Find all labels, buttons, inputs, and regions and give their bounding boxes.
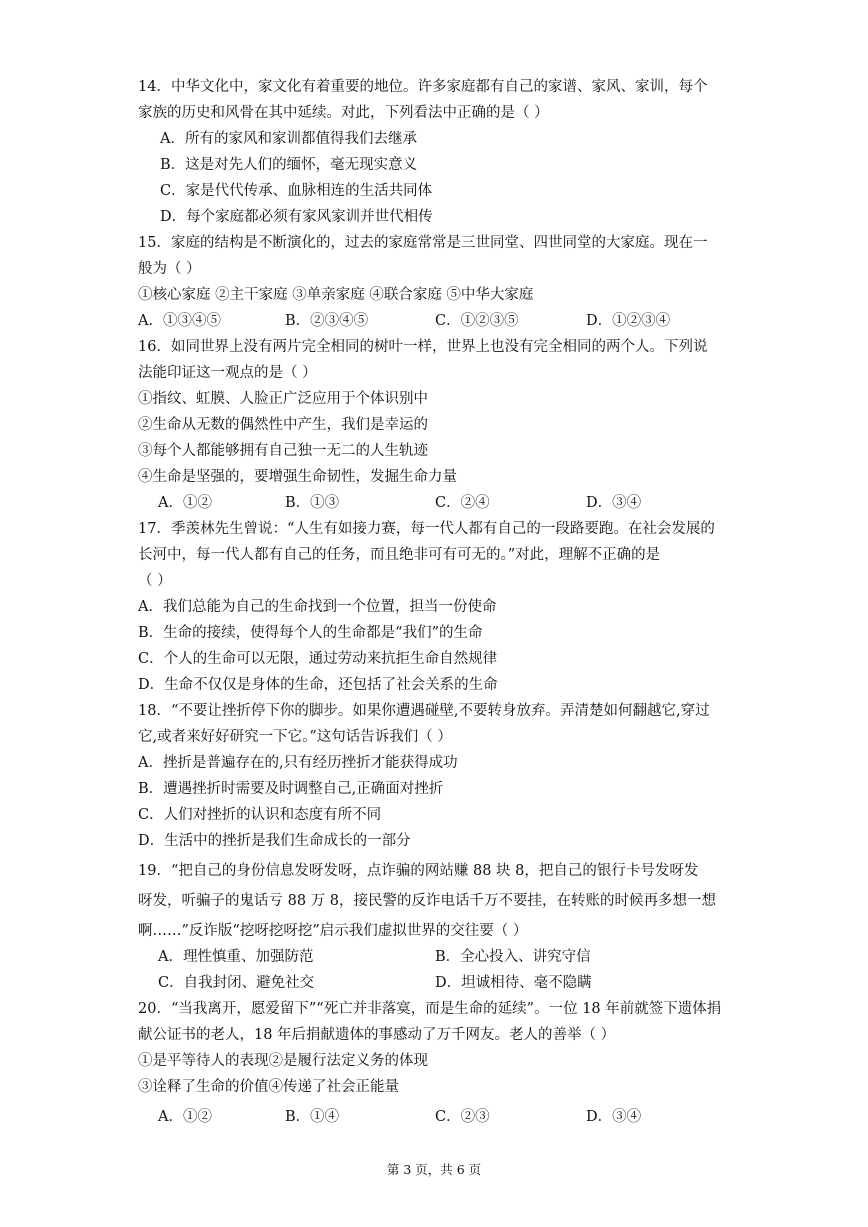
q20-option-d: D．③④ xyxy=(586,1109,642,1125)
q16-option-d: D．③④ xyxy=(586,495,642,511)
q19-option-c: C．自我封闭、避免社交 xyxy=(158,975,315,991)
q16-stem-line-2: 法能印证这一观点的是（ ） xyxy=(138,365,317,381)
q14-option-c: C．家是代代传承、血脉相连的生活共同体 xyxy=(160,183,433,199)
q18-option-b: B．遭遇挫折时需要及时调整自己,正确面对挫折 xyxy=(138,781,444,797)
q19-options-row-1 xyxy=(138,947,738,967)
q20-option-a: A．①② xyxy=(158,1109,212,1125)
q15-option-d: D．①②③④ xyxy=(586,313,671,329)
q19-stem-line-1: 19．“把自己的身份信息发呀发呀，点诈骗的网站赚 88 块 8，把自己的银行卡号发呀发 xyxy=(138,863,699,879)
q17-stem-line-2: 长河中，每一代人都有自己的任务，而且绝非可有可无的。”对此，理解不正确的是 xyxy=(138,547,661,563)
page-number-footer: 第 3 页，共 6 页 xyxy=(386,1162,482,1177)
q15-option-c: C．①②③⑤ xyxy=(435,313,519,329)
q14-option-a: A．所有的家风和家训都值得我们去继承 xyxy=(160,131,417,147)
q19-option-d: D．坦诚相待、毫不隐瞒 xyxy=(435,975,592,991)
q19-option-a: A．理性慎重、加强防范 xyxy=(158,949,314,965)
q19-stem-line-3: 啊……”反诈版“挖呀挖呀挖”启示我们虚拟世界的交往要（ ） xyxy=(138,923,528,939)
q17-option-c: C．个人的生命可以无限，通过劳动来抗拒生命自然规律 xyxy=(138,651,498,667)
q17-option-d: D．生命不仅仅是身体的生命，还包括了社会关系的生命 xyxy=(138,677,498,693)
q15-stem-line-1: 15．家庭的结构是不断演化的，过去的家庭常常是三世同堂、四世同堂的大家庭。现在一 xyxy=(138,235,708,251)
q20-option-c: C．②③ xyxy=(435,1109,490,1125)
q18-option-a: A．挫折是普遍存在的,只有经历挫折才能获得成功 xyxy=(138,755,458,771)
q16-statement-2: ②生命从无数的偶然性中产生，我们是幸运的 xyxy=(138,417,428,433)
q17-option-a: A．我们总能为自己的生命找到一个位置，担当一份使命 xyxy=(138,599,497,615)
q20-statement-1-2: ①是平等待人的表现②是履行法定义务的体现 xyxy=(138,1053,428,1069)
q18-option-c: C．人们对挫折的认识和态度有所不同 xyxy=(138,807,382,823)
q16-option-a: A．①② xyxy=(158,495,212,511)
q20-statement-3-4: ③诠释了生命的价值④传递了社会正能量 xyxy=(138,1079,399,1095)
q16-statement-3: ③每个人都能够拥有自己独一无二的人生轨迹 xyxy=(138,443,428,459)
q18-stem-line-1: 18．“不要让挫折停下你的脚步。如果你遭遇碰壁,不要转身放弃。弄清楚如何翻越它,穿过 xyxy=(138,703,710,719)
q15-statements: ①核心家庭 ②主干家庭 ③单亲家庭 ④联合家庭 ⑤中华大家庭 xyxy=(138,287,534,303)
q16-options-row xyxy=(138,493,738,513)
q16-statement-4: ④生命是坚强的，要增强生命韧性，发掘生命力量 xyxy=(138,469,457,485)
q20-option-b: B．①④ xyxy=(285,1109,340,1125)
q20-stem-line-2: 献公证书的老人，18 年后捐献遗体的事感动了万千网友。老人的善举（ ） xyxy=(138,1027,616,1043)
q16-stem-line-1: 16．如同世界上没有两片完全相同的树叶一样，世界上也没有完全相同的两个人。下列说 xyxy=(138,339,708,355)
q16-option-c: C．②④ xyxy=(435,495,490,511)
q17-stem-line-3: （ ） xyxy=(138,573,172,589)
q15-option-b: B．②③④⑤ xyxy=(285,313,369,329)
q19-options-row-2 xyxy=(138,973,738,993)
q20-options-row xyxy=(138,1107,738,1127)
q15-stem-line-2: 般为（ ） xyxy=(138,261,201,277)
q16-option-b: B．①③ xyxy=(285,495,340,511)
q19-stem-line-2: 呀发，听骗子的鬼话亏 88 万 8，接民警的反诈电话千万不要挂，在转账的时候再多想一想 xyxy=(138,893,716,909)
q18-stem-line-2: 它,或者来好好研究一下它。”这句话告诉我们（ ） xyxy=(138,729,452,745)
q14-option-d: D．每个家庭都必须有家风家训并世代相传 xyxy=(160,209,433,225)
q17-stem-line-1: 17．季羡林先生曾说：“人生有如接力赛，每一代人都有自己的一段路要跑。在社会发展的 xyxy=(138,521,715,537)
q16-statement-1: ①指纹、虹膜、人脸正广泛应用于个体识别中 xyxy=(138,391,428,407)
q14-stem-line-2: 家族的历史和风骨在其中延续。对此，下列看法中正确的是（ ） xyxy=(138,105,549,121)
q15-options-row xyxy=(138,311,738,331)
q14-stem-line-1: 14．中华文化中，家文化有着重要的地位。许多家庭都有自己的家谱、家风、家训，每个 xyxy=(138,79,708,95)
q18-option-d: D．生活中的挫折是我们生命成长的一部分 xyxy=(138,833,411,849)
q17-option-b: B．生命的接续，使得每个人的生命都是“我们”的生命 xyxy=(138,625,483,641)
q19-option-b: B．全心投入、讲究守信 xyxy=(435,949,591,965)
q14-option-b: B．这是对先人们的缅怀，毫无现实意义 xyxy=(160,157,418,173)
q15-option-a: A．①③④⑤ xyxy=(138,313,221,329)
q20-stem-line-1: 20．“当我离开，愿爱留下”“死亡并非落寞，而是生命的延续”。一位 18 年前就签下遗体捐 xyxy=(138,1001,722,1017)
